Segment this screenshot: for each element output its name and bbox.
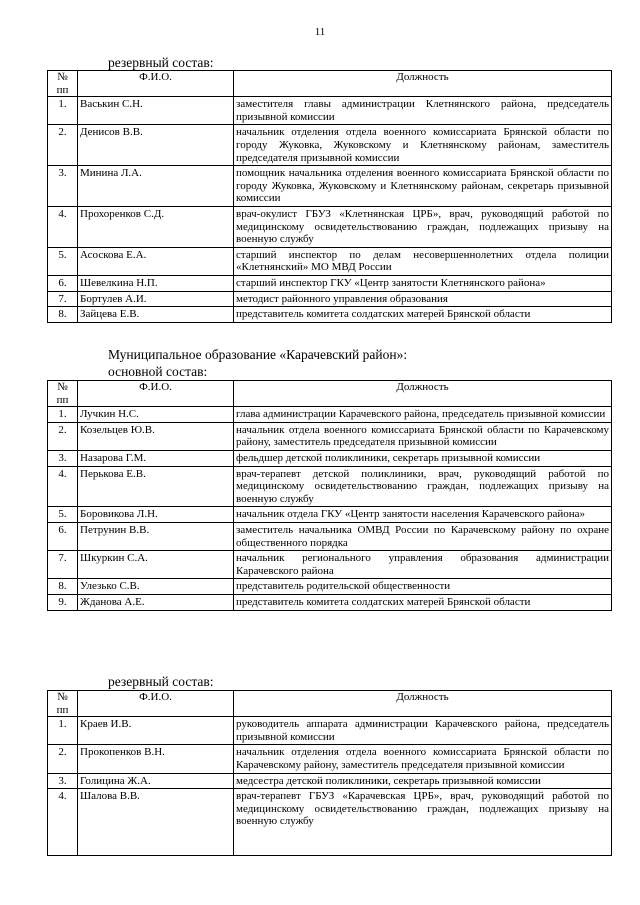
person-name: Шкуркин С.А. <box>78 551 234 579</box>
person-name: Краев И.В. <box>78 717 234 745</box>
person-name: Лучкин Н.С. <box>78 407 234 423</box>
row-number: 3. <box>48 450 78 466</box>
person-position: фельдшер детской поликлиники, секретарь призывной комиссии <box>234 450 612 466</box>
table-row <box>48 789 612 856</box>
table-row <box>48 522 612 550</box>
column-header-name: Ф.И.О. <box>78 691 234 717</box>
person-position: врач-терапевт детской поликлиники, врач, руководящий работой по медицинскому освидетельствованию граждан, подлежащих призыву на военную службу <box>234 466 612 507</box>
person-position: заместителя главы администрации Клетнянского района, председатель призывной комиссии <box>234 97 612 125</box>
table-header-row <box>48 691 612 717</box>
person-name: Жданова А.Е. <box>78 594 234 610</box>
person-position: старший инспектор ГКУ «Центр занятости Клетнянского района» <box>234 275 612 291</box>
row-number: 2. <box>48 422 78 450</box>
person-position: начальник отделения отдела военного комиссариата Брянской области по городу Жуковка, Жуковскому и Клетнянскому районам, заместитель председателя призывной комиссии <box>234 125 612 166</box>
person-position: врач-терапевт ГБУЗ «Карачевская ЦРБ», врач, руководящий работой по медицинскому освидетельствованию граждан, подлежащих призыву на военную службу <box>234 789 612 856</box>
table-row <box>48 717 612 745</box>
table-row <box>48 594 612 610</box>
table-row <box>48 450 612 466</box>
person-position: медсестра детской поликлиники, секретарь призывной комиссии <box>234 773 612 789</box>
page-number: 11 <box>314 26 326 38</box>
row-number: 1. <box>48 97 78 125</box>
person-position: руководитель аппарата администрации Карачевского района, председатель призывной комиссии <box>234 717 612 745</box>
row-number: 4. <box>48 466 78 507</box>
person-position: начальник регионального управления образования администрации Карачевского района <box>234 551 612 579</box>
person-position: представитель родительской общественности <box>234 579 612 595</box>
person-name: Зайцева Е.В. <box>78 307 234 323</box>
person-name: Прокопенков В.Н. <box>78 745 234 773</box>
row-number: 7. <box>48 551 78 579</box>
table-row <box>48 291 612 307</box>
row-number: 6. <box>48 275 78 291</box>
row-number: 2. <box>48 745 78 773</box>
person-position: врач-окулист ГБУЗ «Клетнянская ЦРБ», врач, руководящий работой по медицинскому освидетельствованию граждан, подлежащих призыву на военную службу <box>234 206 612 247</box>
person-name: Шевелкина Н.П. <box>78 275 234 291</box>
table-row <box>48 206 612 247</box>
column-header-name: Ф.И.О. <box>78 71 234 97</box>
section-heading-reserve-1: резервный состав: <box>108 55 214 70</box>
table-row <box>48 407 612 423</box>
row-number: 7. <box>48 291 78 307</box>
row-number: 3. <box>48 773 78 789</box>
column-header-position: Должность <box>234 691 612 717</box>
table-header-row <box>48 71 612 97</box>
column-header-number: № пп <box>48 691 78 717</box>
row-number: 2. <box>48 125 78 166</box>
table-row <box>48 166 612 207</box>
person-name: Перькова Е.В. <box>78 466 234 507</box>
column-header-position: Должность <box>234 381 612 407</box>
section-heading-main: основной состав: <box>108 364 208 379</box>
person-name: Голицина Ж.А. <box>78 773 234 789</box>
person-name: Прохоренков С.Д. <box>78 206 234 247</box>
column-header-number: № пп <box>48 381 78 407</box>
commission-table-3 <box>47 690 612 856</box>
row-number: 8. <box>48 307 78 323</box>
table-row <box>48 125 612 166</box>
row-number: 6. <box>48 522 78 550</box>
person-name: Козельцев Ю.В. <box>78 422 234 450</box>
row-number: 5. <box>48 507 78 523</box>
table-row <box>48 507 612 523</box>
row-number: 1. <box>48 407 78 423</box>
commission-table-2 <box>47 380 612 611</box>
column-header-name: Ф.И.О. <box>78 381 234 407</box>
row-number: 5. <box>48 247 78 275</box>
person-name: Шалова В.В. <box>78 789 234 856</box>
person-name: Петрунин В.В. <box>78 522 234 550</box>
person-name: Денисов В.В. <box>78 125 234 166</box>
table-row <box>48 422 612 450</box>
table-row <box>48 275 612 291</box>
municipality-heading: Муниципальное образование «Карачевский район»: <box>108 347 408 362</box>
table-row <box>48 579 612 595</box>
person-name: Минина Л.А. <box>78 166 234 207</box>
person-position: помощник начальника отделения военного комиссариата Брянской области по городу Жуковка, Жуковскому и Клетнянскому районам, секретарь призывной комиссии <box>234 166 612 207</box>
row-number: 1. <box>48 717 78 745</box>
person-position: старший инспектор по делам несовершеннолетних отдела полиции «Клетнянский» МО МВД России <box>234 247 612 275</box>
person-name: Асоскова Е.А. <box>78 247 234 275</box>
commission-table-1 <box>47 70 612 323</box>
person-position: заместитель начальника ОМВД России по Карачевскому району по охране общественного порядка <box>234 522 612 550</box>
person-name: Назарова Г.М. <box>78 450 234 466</box>
person-position: начальник отделения отдела военного комиссариата Брянской области по Карачевскому району, заместитель председателя призывной комиссии <box>234 745 612 773</box>
person-position: начальник отдела военного комиссариата Брянской области по Карачевскому району, заместитель председателя призывной комиссии <box>234 422 612 450</box>
table-row <box>48 247 612 275</box>
table-row <box>48 307 612 323</box>
row-number: 4. <box>48 789 78 856</box>
person-name: Бортулев А.И. <box>78 291 234 307</box>
person-position: представитель комитета солдатских матерей Брянской области <box>234 307 612 323</box>
person-position: начальник отдела ГКУ «Центр занятости населения Карачевского района» <box>234 507 612 523</box>
table-row <box>48 551 612 579</box>
table-row <box>48 745 612 773</box>
table-row <box>48 773 612 789</box>
row-number: 9. <box>48 594 78 610</box>
column-header-position: Должность <box>234 71 612 97</box>
person-name: Боровикова Л.Н. <box>78 507 234 523</box>
section-heading-reserve-2: резервный состав: <box>108 674 214 689</box>
row-number: 3. <box>48 166 78 207</box>
person-position: представитель комитета солдатских матерей Брянской области <box>234 594 612 610</box>
person-name: Васькин С.Н. <box>78 97 234 125</box>
row-number: 4. <box>48 206 78 247</box>
person-position: методист районного управления образования <box>234 291 612 307</box>
column-header-number: № пп <box>48 71 78 97</box>
table-row <box>48 97 612 125</box>
table-header-row <box>48 381 612 407</box>
person-position: глава администрации Карачевского района, председатель призывной комиссии <box>234 407 612 423</box>
person-name: Улезько С.В. <box>78 579 234 595</box>
table-row <box>48 466 612 507</box>
row-number: 8. <box>48 579 78 595</box>
